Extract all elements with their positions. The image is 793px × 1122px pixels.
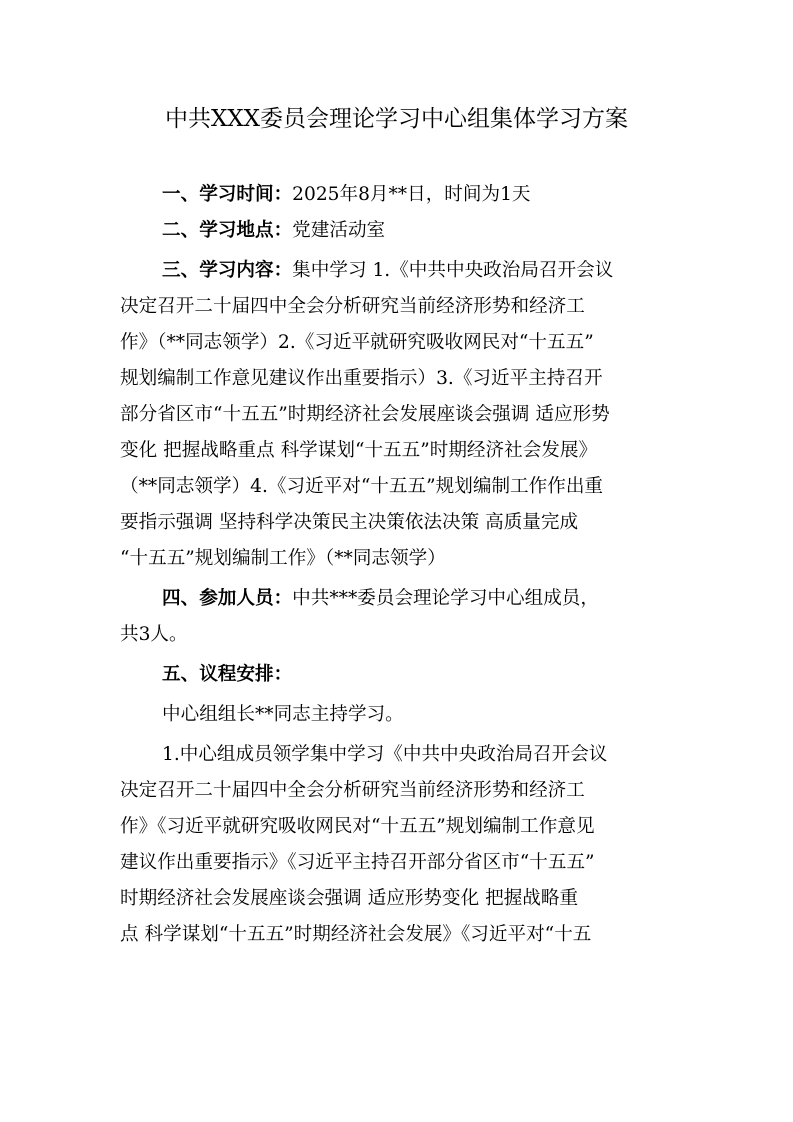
study-location-value: 党建活动室	[292, 220, 386, 241]
participants-text: 中共***委员会理论学习中心组成员，	[292, 588, 599, 609]
study-location-label: 二、学习地点：	[162, 220, 293, 241]
agenda-line-2: 决定召开二十届四中全会分析研究当前经济形势和经济工	[120, 780, 585, 801]
study-time-value: 2025年8月**日，时间为1天	[292, 184, 531, 205]
study-content-line-1	[120, 256, 680, 286]
agenda-heading	[120, 660, 680, 690]
study-content-line-3: 作》（**同志领学）2.《习近平就研究吸收网民对“十五五”	[120, 332, 594, 353]
agenda-label: 五、议程安排：	[162, 664, 293, 685]
agenda-line-5: 时期经济社会发展座谈会强调 适应形势变化 把握战略重	[120, 888, 579, 909]
agenda-line-3: 作》《习近平就研究吸收网民对“十五五”规划编制工作意见	[120, 816, 595, 837]
study-content-line-5: 部分省区市“十五五”时期经济社会发展座谈会强调 适应形势	[120, 404, 610, 425]
study-content-line-2: 决定召开二十届四中全会分析研究当前经济形势和经济工	[120, 296, 585, 317]
agenda-line-1: 1.中心组成员领学集中学习《中共中央政治局召开会议	[162, 744, 608, 765]
agenda-host-line: 中心组组长**同志主持学习。	[162, 704, 404, 725]
agenda-line-6: 点 科学谋划“十五五”时期经济社会发展》《习近平对“十五	[120, 924, 592, 945]
study-time-line	[120, 180, 680, 210]
study-time-label: 一、学习时间：	[162, 184, 293, 205]
study-content-line-6: 变化 把握战略重点 科学谋划“十五五”时期经济社会发展》	[120, 440, 598, 461]
study-content-label: 三、学习内容：	[162, 260, 293, 281]
agenda-line-4: 建议作出重要指示》《习近平主持召开部分省区市“十五五”	[120, 852, 595, 873]
study-content-line-8: 要指示强调 坚持科学决策民主决策依法决策 高质量完成	[120, 512, 579, 533]
study-content-line-4: 规划编制工作意见建议作出重要指示）3.《习近平主持召开	[120, 368, 603, 389]
study-location-line	[120, 216, 680, 246]
participants-line-2: 共3人。	[120, 624, 188, 645]
participants-label: 四、参加人员：	[162, 588, 293, 609]
document-title: 中共XXX委员会理论学习中心组集体学习方案	[164, 106, 629, 132]
participants-line-1	[120, 584, 680, 614]
study-content-line-7: （**同志领学）4.《习近平对“十五五”规划编制工作作出重	[120, 476, 604, 497]
study-content-line-9: “十五五”规划编制工作》（**同志领学）	[120, 548, 446, 569]
study-content-text: 集中学习 1.《中共中央政治局召开会议	[292, 260, 614, 281]
